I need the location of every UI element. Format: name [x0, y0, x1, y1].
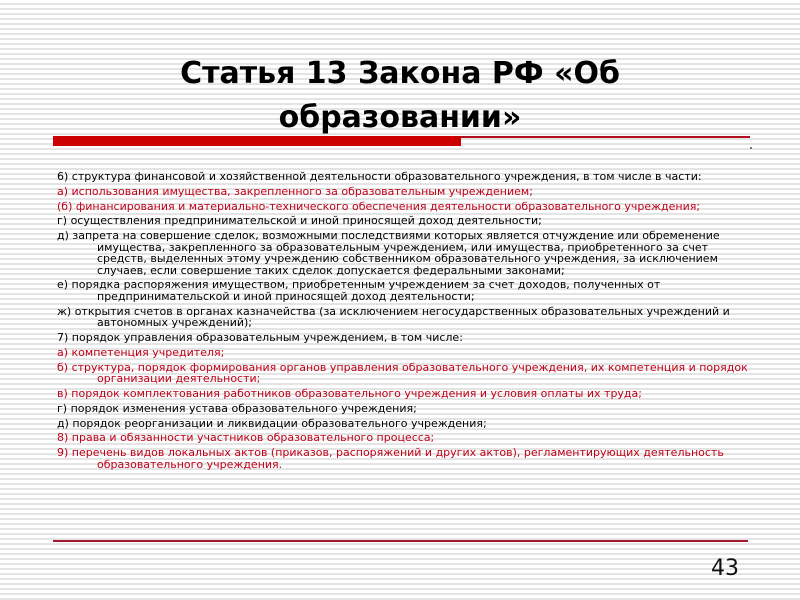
list-item: д) порядок реорганизации и ликвидации образовательного учреждения; [57, 416, 487, 430]
list-item: д) запрета на совершение сделок, возможными последствиями которых является отчуждение или обременение имущества, закрепленного за образовательным учреждением, или имущества, приобретенного за счет средств, выделенных этому учреждению собственником образовательного учреждения, за исключением случаев, если совершение таких сделок допускается федеральными законами; [57, 229, 720, 277]
list-item: а) использования имущества, закрепленного за образовательным учреждением; [57, 184, 533, 198]
list-item: а) компетенция учредителя; [57, 345, 225, 359]
list-item: 7) порядок управления образовательным учреждением, в том числе: [57, 331, 463, 345]
list-item: г) порядок изменения устава образовательного учреждения; [57, 401, 417, 415]
decorative-dot [750, 147, 752, 149]
list-item: г) осуществления предпринимательской и иной приносящей доход деятельности; [57, 214, 542, 228]
footer-divider [53, 540, 748, 542]
list-item: (б) финансирования и материально-технического обеспечения деятельности образовательного учреждения; [57, 199, 701, 213]
page-number: 43 [711, 556, 739, 581]
list-item: е) порядка распоряжения имуществом, приобретенным учреждением за счет доходов, полученных от предпринимательской и иной приносящей доход деятельности; [57, 278, 661, 303]
list-item: 6) структура финансовой и хозяйственной деятельности образовательного учреждения, в том числе в части: [57, 170, 702, 183]
title-underline-thin [461, 136, 750, 138]
list-item: 9) перечень видов локальных актов (приказов, распоряжений и других актов), регламентирующих деятельность образовательного учреждения. [57, 446, 724, 471]
list-item: в) порядок комплектования работников образовательного учреждения и условия оплаты их труда; [57, 386, 642, 400]
slide-title: Статья 13 Закона РФ «Об образовании» [180, 56, 620, 135]
article-items-list [57, 171, 757, 473]
list-item: ж) открытия счетов в органах казначейства (за исключением негосударственных образовательных учреждений и автономных учреждений); [57, 304, 730, 330]
list-item: б) структура, порядок формирования органов управления образовательного учреждения, их компетенция и порядок организации деятельности; [57, 360, 748, 386]
title-underline-thick [53, 136, 461, 146]
list-item: 8) права и обязанности участников образовательного процесса; [57, 431, 435, 445]
